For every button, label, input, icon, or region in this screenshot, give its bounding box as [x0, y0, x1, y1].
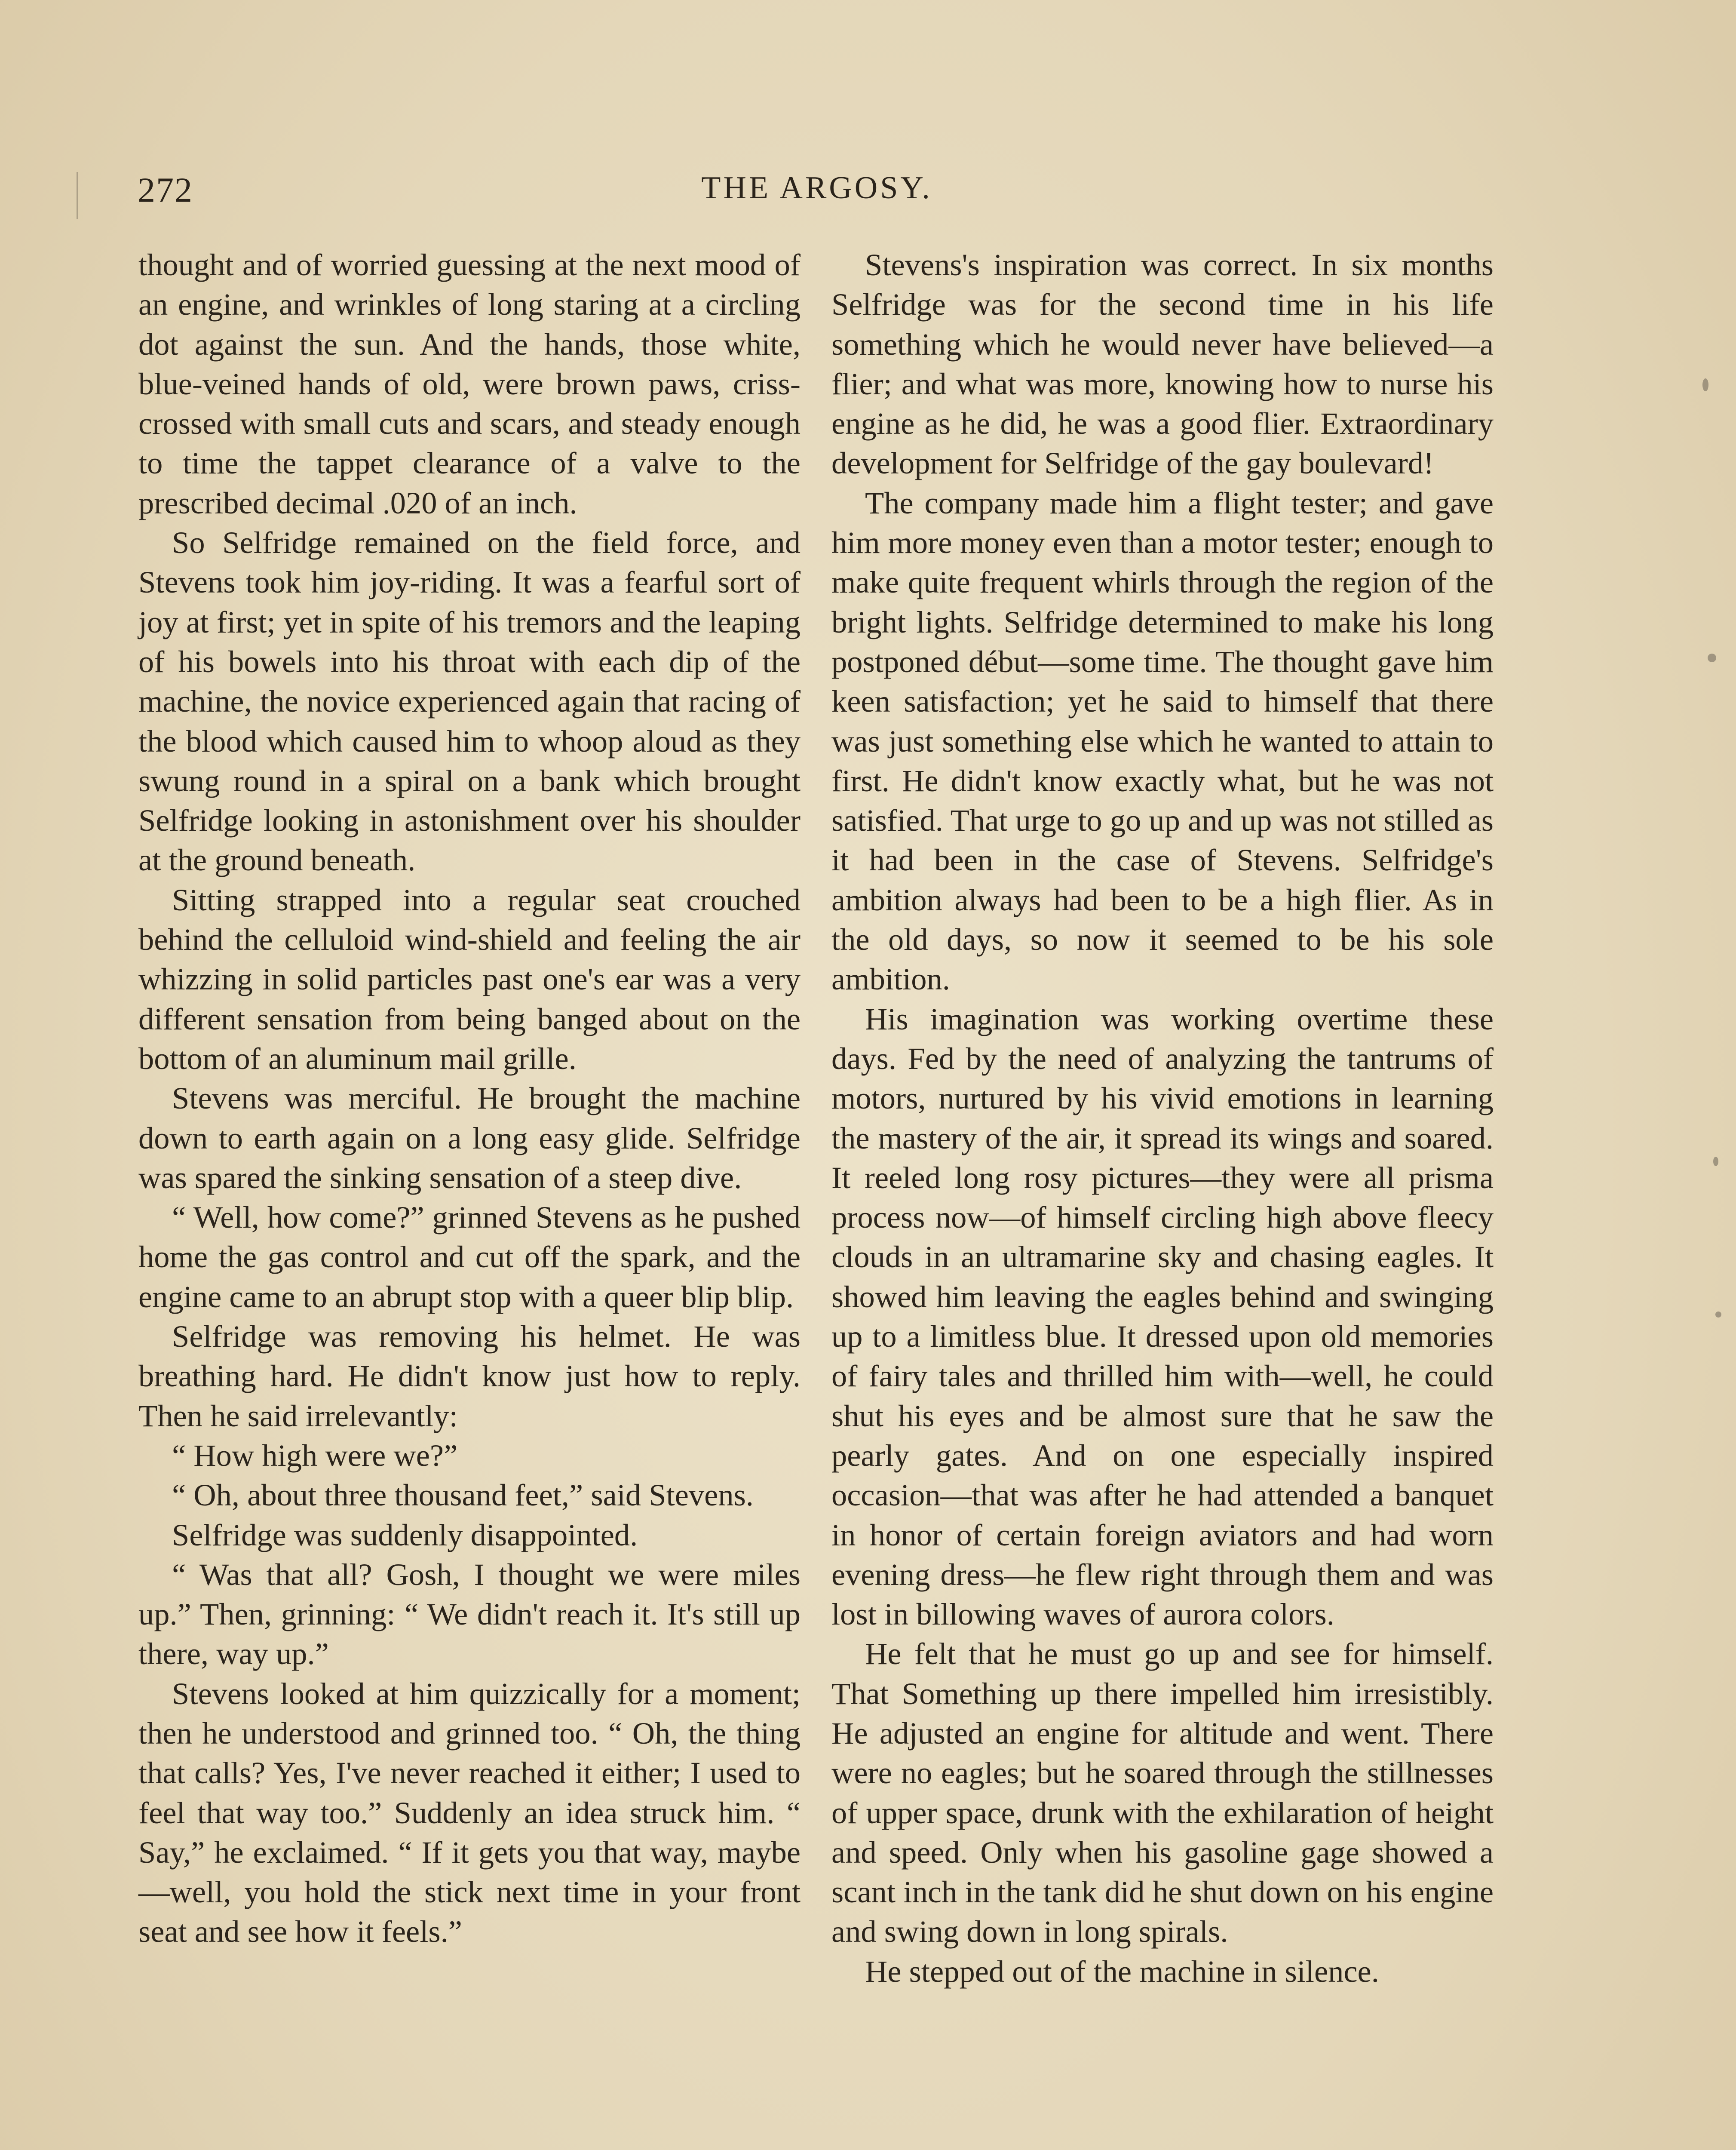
paragraph: He stepped out of the machine in silence. [865, 1953, 1379, 1989]
paragraph: The company made him a flight tester; and gave him more money even than a motor tester; enough to make quite frequent whirls through the region of the bright lights. Selfridge determined to make his long postponed début—some time. The thought gave him keen satisfaction; yet he said to himself that there was just something else which he wanted to attain to first. He didn't know exactly what, but he was not satisfied. That urge to go up and up was not stilled as it had been in the case of Stevens. Selfridge's ambition always had been to be a high flier. As in the old days, so now it seemed to be his sole ambition. [831, 485, 1494, 997]
paragraph: Stevens's inspiration was correct. In six months Selfridge was for the second time in his life something which he would never have believed—a flier; and what was more, knowing how to nurse his engine as he did, he was a good flier. Extraordinary development for Selfridge of the gay boulevard! [831, 247, 1494, 481]
paragraph: Selfridge was removing his helmet. He was breathing hard. He didn't know just how to reply. Then he said irrelevantly: [138, 1319, 801, 1433]
paper-speck [1708, 654, 1716, 662]
margin-mark [77, 172, 78, 219]
paper-speck [1702, 378, 1708, 391]
paragraph: So Selfridge remained on the field force, and Stevens took him joy-riding. It was a fearful sort of joy at first; yet in spite of his tremors and the leaping of his bowels into his throat with each dip of the machine, the novice experienced again that racing of the blood which caused him to whoop aloud as they swung round in a spiral on a bank which brought Selfridge looking in astonishment over his shoulder at the ground beneath. [138, 525, 801, 878]
paragraph: Selfridge was suddenly disappointed. [172, 1517, 638, 1552]
paragraph: Sitting strapped into a regular seat crouched behind the celluloid wind-shield and feeling the air whizzing in solid particles past one's ear was a very different sensation from being banged about on the bottom of an aluminum mail grille. [138, 882, 801, 1076]
paragraph: “ Was that all? Gosh, I thought we were miles up.” Then, grinning: “ We didn't reach it. It's still up there, way up.” [138, 1557, 801, 1671]
paragraph: His imagination was working overtime these days. Fed by the need of analyzing the tantrums of motors, nurtured by his vivid emotions in learning the mastery of the air, it spread its wings and soared. It reeled long rosy pictures—they were all prisma process now—of himself circling high above fleecy clouds in an ultramarine sky and chasing eagles. It showed him leaving the eagles behind and swinging up to a limitless blue. It dressed upon old memories of fairy tales and thrilled him with—well, he could shut his eyes and be almost sure that he saw the pearly gates. And on one especially inspired occasion—that was after he had attended a banquet in honor of certain foreign aviators and had worn evening dress—he flew right through them and was lost in billowing waves of aurora colors. [831, 1001, 1494, 1632]
paragraph: Stevens was merciful. He brought the machine down to earth again on a long easy glide. Selfridge was spared the sinking sensation of a steep dive. [138, 1081, 801, 1195]
paragraph: thought and of worried guessing at the next mood of an engine, and wrinkles of long staring at a circling dot against the sun. And the hands, those white, blue-veined hands of old, were brown paws, criss-crossed with small cuts and scars, and steady enough to time the tappet clearance of a valve to the prescribed decimal .020 of an inch. [138, 247, 801, 520]
paragraph: “ Well, how come?” grinned Stevens as he pushed home the gas control and cut off the spark, and the engine came to an abrupt stop with a queer blip blip. [138, 1200, 801, 1314]
left-column [138, 245, 801, 1952]
paragraph: Stevens looked at him quizzically for a moment; then he understood and grinned too. “ Oh, the thing that calls? Yes, I've never reached it either; I used to feel that way too.” Suddenly an idea struck him. “ Say,” he exclaimed. “ If it gets you that way, maybe—well, you hold the stick next time in your front seat and see how it feels.” [138, 1676, 801, 1949]
page-header [138, 170, 1496, 226]
paragraph: “ How high were we?” [172, 1437, 458, 1473]
running-head: THE ARGOSY. [701, 170, 932, 206]
paper-speck [1715, 1312, 1721, 1318]
paper-speck [1713, 1157, 1718, 1166]
page-number: 272 [138, 170, 193, 209]
paragraph: He felt that he must go up and see for himself. That Something up there impelled him irresistibly. He adjusted an engine for altitude and went. There were no eagles; but he soared through the stillnesses of upper space, drunk with the exhilaration of height and speed. Only when his gasoline gage showed a scant inch in the tank did he shut down on his engine and swing down in long spirals. [831, 1636, 1494, 1949]
paragraph: “ Oh, about three thousand feet,” said Stevens. [172, 1477, 754, 1513]
right-column [831, 245, 1494, 1991]
